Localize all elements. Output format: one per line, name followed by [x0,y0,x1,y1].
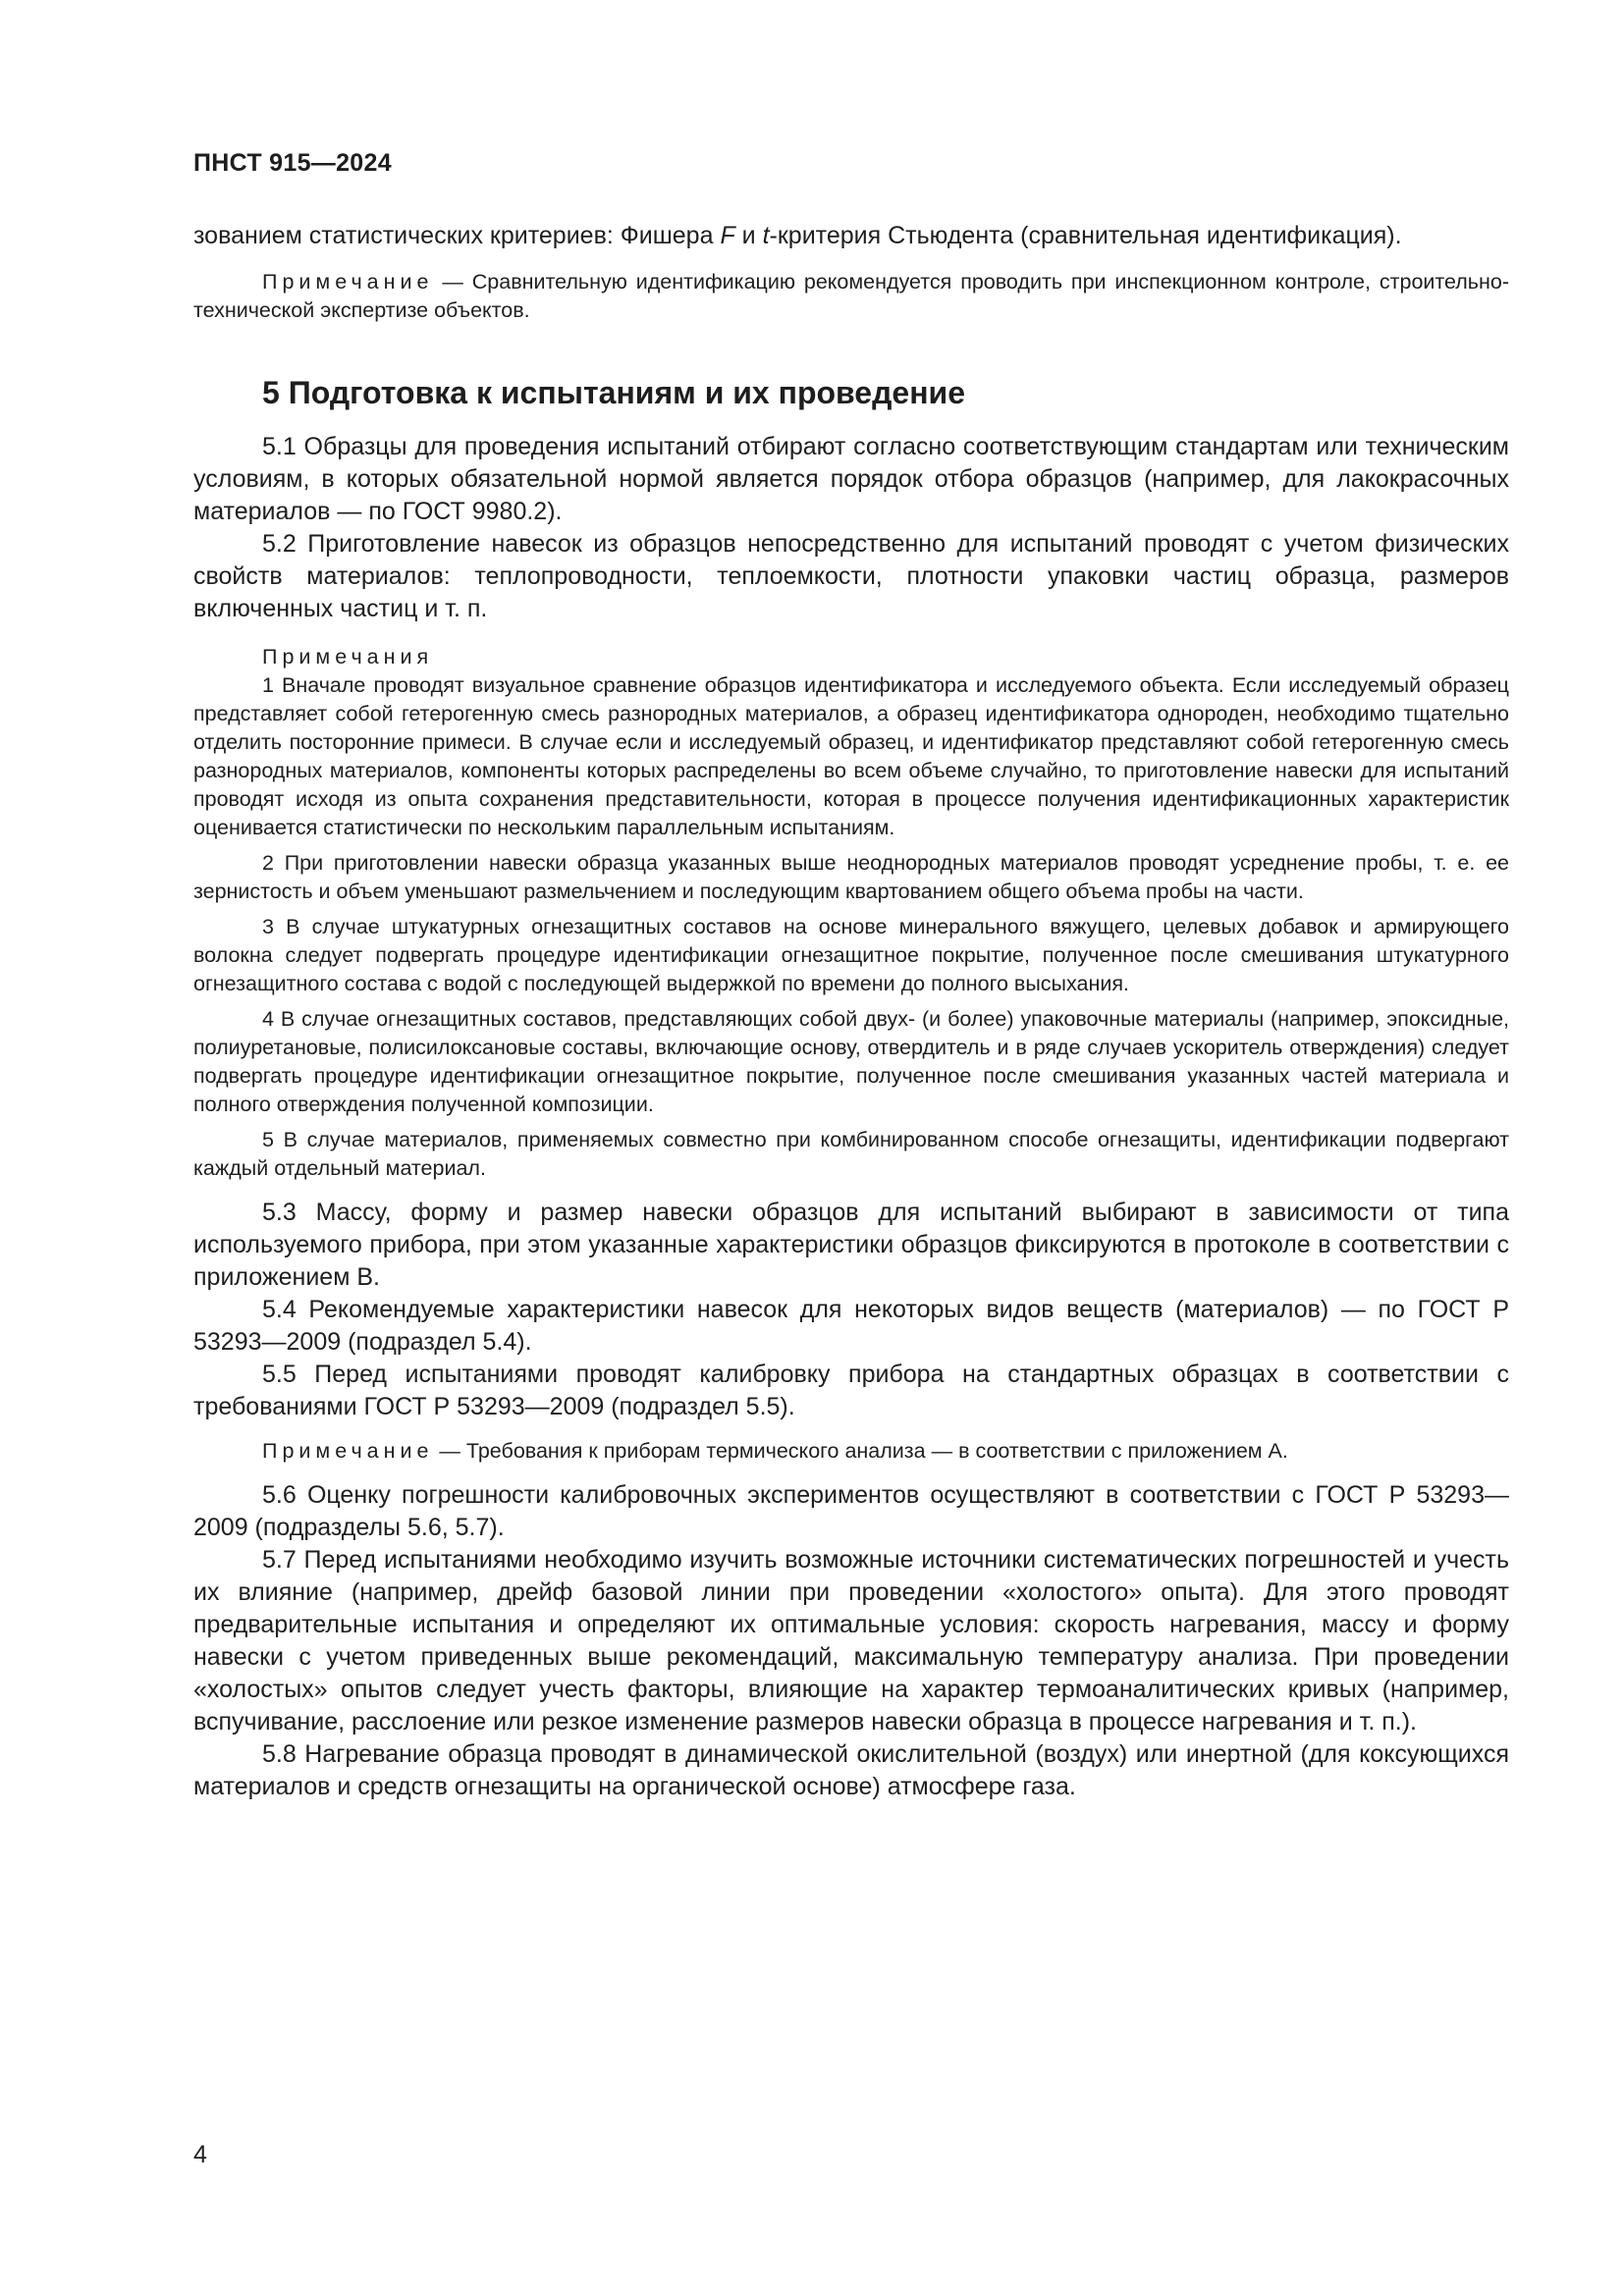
paragraph-text: зованием статистических критериев: Фишера [193,222,721,249]
note-label: Примечание [262,270,434,294]
page-content [193,220,1509,1803]
note-1: 1 Вначале проводят визуальное сравнение образцов идентификатора и исследуемого объекта. Если исследуемый образец представляет собой гетерогенную смесь разнородных материалов, а образец идентификатора однороден, необходимо тщательно отделить посторонние примеси. В случае если и исследуемый образец, и идентификатор представляют собой гетерогенную смесь разнородных материалов, компоненты которых распределены во всем объеме случайно, то приготовление навески для испытаний проводят исходя из опыта сохранения представительности, которая в процессе получения идентификационных характеристик оценивается статистически по нескольким параллельным испытаниям. [193,673,1509,839]
note-3: 3 В случае штукатурных огнезащитных составов на основе минерального вяжущего, целевых добавок и армирующего волокна следует подвергать процедуре идентификации огнезащитное покрытие, полученное после смешивания штукатурного огнезащитного состава с водой с последующей выдержкой по времени до полного высыхания. [193,915,1509,995]
note-2: 2 При приготовлении навески образца указанных выше неоднородных материалов проводят усреднение пробы, т. е. ее зернистость и объем уменьшают размельчением и последующим квартованием общего объема пробы на части. [193,851,1509,903]
note-5: 5 В случае материалов, применяемых совместно при комбинированном способе огнезащиты, идентификации подвергают каждый отдельный материал. [193,1128,1509,1180]
clause-5-6: 5.6 Оценку погрешности калибровочных экспериментов осуществляют в соответствии с ГОСТ Р 53293—2009 (подразделы 5.6, 5.7). [193,1481,1509,1541]
note-4: 4 В случае огнезащитных составов, представляющих собой двух- (и более) упаковочные материалы (например, эпоксидные, полиуретановые, полисилоксановые составы, включающие основу, отвердитель и в ряде случаев ускоритель отверждения) следует подвергать процедуре идентификации огнезащитное покрытие, полученное после смешивания указанных частей материала и полного отверждения полученной композиции. [193,1007,1509,1116]
clause-5-7: 5.7 Перед испытаниями необходимо изучить возможные источники систематических погрешностей и учесть их влияние (например, дрейф базовой линии при проведении «холостого» опыта). Для этого проводят предварительные испытания и определяют их оптимальные условия: скорость нагревания, массу и форму навески с учетом приведенных выше рекомендаций, максимальную температуру анализа. При проведении «холостых» опытов следует учесть факторы, влияющие на характер термоаналитических кривых (например, вспучивание, расслоение или резкое изменение размеров навески образца в процессе нагревания и т. п.). [193,1546,1509,1735]
note-thermal-instruments [193,1437,1509,1466]
note-text: — Требования к приборам термического анализа — в соответствии с приложением А. [433,1439,1288,1463]
clause-5-1: 5.1 Образцы для проведения испытаний отбирают согласно соответствующим стандартам или техническим условиям, в которых обязательной нормой является порядок отбора образцов (например, для лакокрасочных материалов — по ГОСТ 9980.2). [193,433,1509,525]
note-comparative-identification [193,268,1509,325]
clause-5-3: 5.3 Массу, форму и размер навески образцов для испытаний выбирают в зависимости от типа используемого прибора, при этом указанные характеристики образцов фиксируются в протоколе в соответствии с приложением В. [193,1199,1509,1291]
fisher-symbol: F [720,222,735,249]
clause-5-2: 5.2 Приготовление навесок из образцов непосредственно для испытаний проводят с учетом физических свойств материалов: теплопроводности, теплоемкости, плотности упаковки частиц образца, размеров включенных частиц и т. п. [193,530,1509,622]
section-5-title: 5 Подготовка к испытаниям и их проведение [262,375,965,410]
notes-heading: Примечания [262,645,434,668]
clause-5-8: 5.8 Нагревание образца проводят в динамической окислительной (воздух) или инертной (для коксующихся материалов и средств огнезащиты на органической основе) атмосфере газа. [193,1740,1509,1800]
note-label: Примечание [262,1439,434,1463]
student-symbol: t [762,222,770,249]
clause-5-5: 5.5 Перед испытаниями проводят калибровку прибора на стандартных образцах в соответствии с требованиями ГОСТ Р 53293—2009 (подраздел 5.5). [193,1361,1509,1420]
paragraph-text: и [734,222,763,249]
document-designation: ПНСТ 915—2024 [193,149,392,177]
note-text: — Сравнительную идентификацию рекомендуется проводить при инспекционном контроле, строительно-технической экспертизе объектов. [193,270,1509,322]
continuation-paragraph [193,220,1509,252]
clause-5-4: 5.4 Рекомендуемые характеристики навесок для некоторых видов веществ (материалов) — по ГОСТ Р 53293—2009 (подраздел 5.4). [193,1296,1509,1356]
page-number: 4 [193,2141,207,2168]
paragraph-text: -критерия Стьюдента (сравнительная идентификация). [769,222,1402,249]
